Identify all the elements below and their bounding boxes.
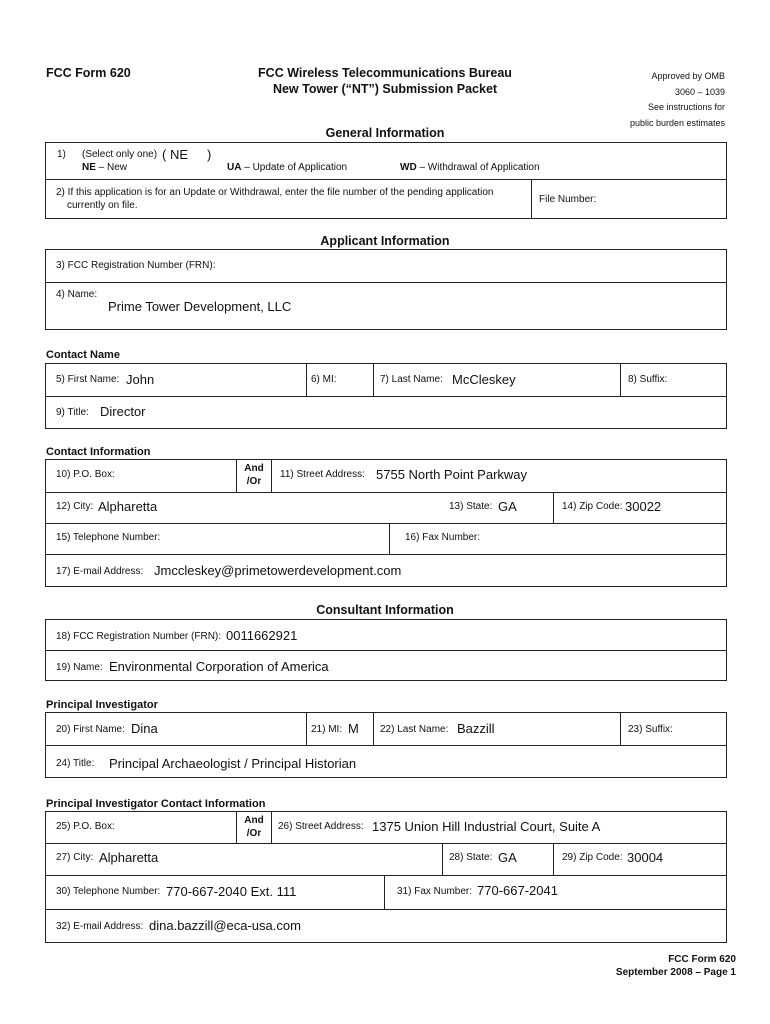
divider xyxy=(46,554,726,555)
divider xyxy=(46,179,726,180)
packet-title: New Tower (“NT”) Submission Packet xyxy=(272,82,498,96)
divider xyxy=(46,282,726,283)
pi-street-address-field[interactable]: 1375 Union Hill Industrial Court, Suite A xyxy=(372,819,601,834)
pi-telephone-field[interactable]: 770-667-2040 Ext. 111 xyxy=(166,884,297,899)
option-withdrawal xyxy=(400,162,540,173)
divider xyxy=(236,812,237,843)
footer-form-id: FCC Form 620 xyxy=(668,954,736,965)
pi-fax-field[interactable]: 770-667-2041 xyxy=(477,883,558,898)
page-footer xyxy=(616,953,736,979)
and-or-line: And xyxy=(244,463,264,474)
pi-last-name-field[interactable]: Bazzill xyxy=(457,721,495,736)
pi-zip-field[interactable]: 30004 xyxy=(627,850,664,865)
contact-title-field[interactable]: Director xyxy=(100,404,146,419)
pi-mi-field[interactable]: M xyxy=(348,721,359,736)
divider xyxy=(306,364,307,396)
contact-suffix-label: 8) Suffix: xyxy=(628,374,668,385)
divider xyxy=(620,713,621,745)
consultant-name-label: 19) Name: xyxy=(56,662,103,673)
divider xyxy=(46,909,726,910)
pi-email-label: 32) E-mail Address: xyxy=(56,921,144,932)
option-text: – New xyxy=(95,162,128,173)
q2-label-line2: currently on file. xyxy=(67,200,138,211)
city-field[interactable]: Alpharetta xyxy=(98,499,158,514)
divider xyxy=(46,745,726,746)
divider xyxy=(531,179,532,218)
pi-first-name-field[interactable]: Dina xyxy=(131,721,158,736)
contact-first-name-field[interactable]: John xyxy=(126,372,155,387)
omb-line: 3060 – 1039 xyxy=(674,86,725,97)
pi-city-label: 27) City: xyxy=(56,852,94,863)
consultant-frn-label: 18) FCC Registration Number (FRN): xyxy=(56,631,222,642)
divider xyxy=(271,812,272,843)
street-address-field[interactable]: 5755 North Point Parkway xyxy=(376,467,528,482)
pi-fax-label: 31) Fax Number: xyxy=(397,886,473,897)
q1-close-paren: ) xyxy=(207,147,212,162)
contact-last-name-label: 7) Last Name: xyxy=(380,374,443,385)
and-or-line: And xyxy=(244,815,264,826)
divider xyxy=(373,364,374,396)
street-address-label: 11) Street Address: xyxy=(280,469,365,480)
city-label: 12) City: xyxy=(56,501,94,512)
divider xyxy=(389,523,390,554)
q1-number: 1) xyxy=(57,149,66,160)
divider xyxy=(46,523,726,524)
divider xyxy=(373,713,374,745)
file-number-label: File Number: xyxy=(539,194,597,205)
and-or-label xyxy=(238,462,270,488)
email-label: 17) E-mail Address: xyxy=(56,566,144,577)
pi-pobox-label: 25) P.O. Box: xyxy=(56,821,115,832)
consultant-name-field[interactable]: Environmental Corporation of America xyxy=(109,659,329,674)
q2-label-line1: 2) If this application is for an Update or Withdrawal, enter the file number of the pending application xyxy=(56,187,494,198)
pi-email-field[interactable]: dina.bazzill@eca-usa.com xyxy=(149,918,301,933)
consultant-frn-field[interactable]: 0011662921 xyxy=(226,628,298,643)
divider xyxy=(46,492,726,493)
telephone-label: 15) Telephone Number: xyxy=(56,532,161,543)
omb-note xyxy=(630,69,725,131)
omb-line: public burden estimates xyxy=(629,117,725,128)
state-field[interactable]: GA xyxy=(498,499,517,514)
omb-line: See instructions for xyxy=(647,102,725,112)
pi-title-field[interactable]: Principal Archaeologist / Principal Historian xyxy=(109,756,357,771)
contact-info-heading: Contact Information xyxy=(46,446,151,458)
form-id: FCC Form 620 xyxy=(46,66,131,80)
pi-last-name-label: 22) Last Name: xyxy=(380,724,449,735)
applicant-name-label: 4) Name: xyxy=(56,289,98,300)
zip-label: 14) Zip Code: xyxy=(562,501,623,512)
state-label: 13) State: xyxy=(449,501,493,512)
pi-city-field[interactable]: Alpharetta xyxy=(99,850,159,865)
divider xyxy=(553,843,554,875)
pi-and-or-label xyxy=(238,814,270,840)
divider xyxy=(271,460,272,492)
section-general-title: General Information xyxy=(325,126,445,140)
applicant-frn-field[interactable] xyxy=(220,252,720,278)
pi-first-name-label: 20) First Name: xyxy=(56,724,125,735)
divider xyxy=(620,364,621,396)
and-or-line: /Or xyxy=(246,476,262,487)
divider xyxy=(46,396,726,397)
file-number-field[interactable] xyxy=(610,186,720,214)
divider xyxy=(236,460,237,492)
fax-label: 16) Fax Number: xyxy=(405,532,481,543)
pi-telephone-label: 30) Telephone Number: xyxy=(56,886,161,897)
option-text: – Withdrawal of Application xyxy=(416,162,540,173)
pi-street-address-label: 26) Street Address: xyxy=(278,821,364,832)
email-field[interactable]: Jmccleskey@primetowerdevelopment.com xyxy=(154,563,402,578)
pobox-label: 10) P.O. Box: xyxy=(56,469,115,480)
pi-mi-label: 21) MI: xyxy=(311,724,343,735)
pi-title-label: 24) Title: xyxy=(56,758,95,769)
option-text: – Update of Application xyxy=(241,162,348,173)
pi-state-label: 28) State: xyxy=(449,852,493,863)
q1-open-paren: ( xyxy=(162,147,167,162)
option-code: NE xyxy=(82,162,96,173)
contact-mi-label: 6) MI: xyxy=(311,374,337,385)
divider xyxy=(46,843,726,844)
divider xyxy=(46,875,726,876)
divider xyxy=(442,843,443,875)
pi-heading: Principal Investigator xyxy=(46,699,158,711)
divider xyxy=(384,875,385,909)
zip-field[interactable]: 30022 xyxy=(625,499,662,514)
pi-state-field[interactable]: GA xyxy=(498,850,517,865)
applicant-name-field[interactable]: Prime Tower Development, LLC xyxy=(108,299,292,314)
q1-label: (Select only one) xyxy=(82,149,158,160)
omb-line: Approved by OMB xyxy=(651,71,725,81)
option-update xyxy=(227,162,347,173)
pi-zip-label: 29) Zip Code: xyxy=(562,852,623,863)
contact-title-label: 9) Title: xyxy=(56,407,89,418)
divider xyxy=(46,650,726,651)
option-code: UA xyxy=(227,162,242,173)
option-code: WD xyxy=(400,162,417,173)
and-or-line: /Or xyxy=(246,828,262,839)
contact-last-name-field[interactable]: McCleskey xyxy=(452,372,516,387)
section-consultant-title: Consultant Information xyxy=(316,603,454,617)
option-new xyxy=(82,162,127,173)
divider xyxy=(306,713,307,745)
applicant-frn-label: 3) FCC Registration Number (FRN): xyxy=(56,260,216,271)
contact-name-heading: Contact Name xyxy=(46,349,120,361)
divider xyxy=(553,492,554,523)
pi-suffix-label: 23) Suffix: xyxy=(628,724,673,735)
q1-selection-value[interactable]: NE xyxy=(170,147,189,162)
contact-first-name-label: 5) First Name: xyxy=(56,374,120,385)
footer-page-number: September 2008 – Page 1 xyxy=(615,967,736,978)
section-applicant-title: Applicant Information xyxy=(320,234,450,248)
pi-contact-heading: Principal Investigator Contact Information xyxy=(46,798,266,810)
bureau-title: FCC Wireless Telecommunications Bureau xyxy=(258,66,512,80)
